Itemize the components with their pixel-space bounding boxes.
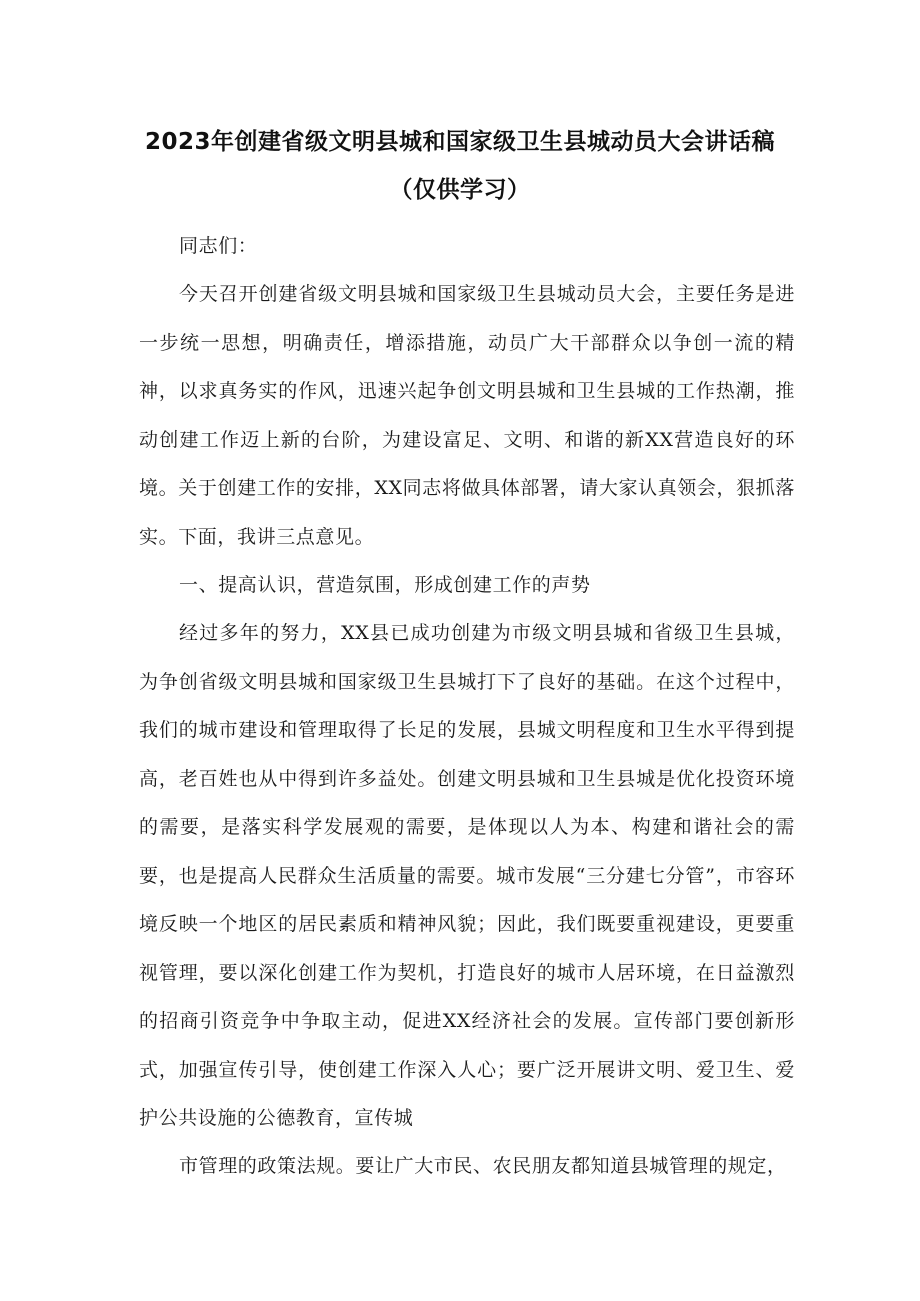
section-heading-1: 一、提高认识，营造氛围，形成创建工作的声势 xyxy=(179,574,591,596)
paragraph-intro: 今天召开创建省级文明县城和国家级卫生县城动员大会，主要任务是进一步统一思想，明确责任，增添措施，动员广大干部群众以争创一流的精神，以求真务实的作风，迅速兴起争创文明县城和卫生县城的工作热潮，推动创建工作迈上新的台阶，为建设富足、文明、和谐的新XX营造良好的环境。关于创建工作的安排，XX同志将做具体部署，请大家认真领会，狠抓落实。下面，我讲三点意见。 xyxy=(139,283,795,548)
document-title: 2023年创建省级文明县城和国家级卫生县城动员大会讲话稿（仅供学习） xyxy=(144,129,775,203)
paragraph-section-1: 经过多年的努力，XX县已成功创建为市级文明县城和省级卫生县城，为争创省级文明县城和国家级卫生县城打下了良好的基础。在这个过程中，我们的城市建设和管理取得了长足的发展，县城文明程度和卫生水平得到提高，老百姓也从中得到许多益处。创建文明县城和卫生县城是优化投资环境的需要，是落实科学发展观的需要，是体现以人为本、构建和谐社会的需要，也是提高人民群众生活质量的需要。城市发展“三分建七分管”，市容环境反映一个地区的居民素质和精神风貌；因此，我们既要重视建设，更要重视管理，要以深化创建工作为契机，打造良好的城市人居环境，在日益激烈的招商引资竞争中争取主动，促进XX经济社会的发展。宣传部门要创新形式，加强宣传引导，使创建工作深入人心；要广泛开展讲文明、爱卫生、爱护公共设施的公德教育，宣传城 xyxy=(139,622,795,1129)
salutation: 同志们： xyxy=(179,235,258,257)
paragraph-continued: 市管理的政策法规。要让广大市民、农民朋友都知道县城管理的规定， xyxy=(179,1155,787,1177)
